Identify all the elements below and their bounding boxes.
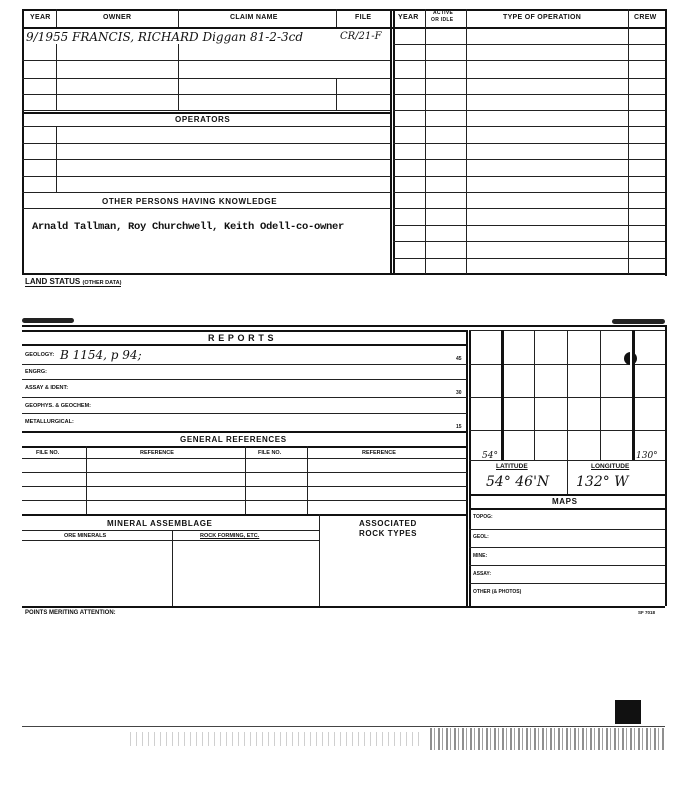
scan-noise-band-2 [130, 732, 420, 746]
header-crew: CREW [634, 14, 657, 21]
maps-topog: TOPOG: [473, 514, 493, 520]
header-claim-name: CLAIM NAME [230, 14, 278, 21]
reports-title: R E P O R T S [208, 333, 275, 343]
points-meriting-attention: POINTS MERITING ATTENTION: [25, 610, 116, 616]
land-status-label: LAND STATUS (OTHER DATA) [25, 277, 122, 286]
scan-noise-band [430, 728, 665, 750]
header-or-idle: OR IDLE [431, 17, 454, 23]
scan-black-block [615, 700, 641, 724]
associated-label: ASSOCIATED [359, 519, 417, 528]
latitude-value: 54° 46'N [486, 474, 550, 490]
longitude-value: 132° W [576, 474, 629, 490]
ore-minerals-label: ORE MINERALS [64, 533, 107, 539]
maps-other: OTHER (& PHOTOS) [473, 589, 522, 595]
form-number: SF 7018 [638, 610, 656, 615]
report-label-assay: ASSAY & IDENT: [25, 385, 69, 391]
report-num-45: 45 [456, 356, 462, 362]
location-dot-stroke [630, 349, 632, 368]
grid-lat-mark: 54° [482, 451, 498, 461]
report-label-metallurgical: METALLURGICAL: [25, 419, 74, 425]
other-persons-text: Arnald Tallman, Roy Churchwell, Keith Odell-co-owner [32, 221, 345, 233]
ref-header-file-1: FILE NO. [36, 450, 60, 456]
report-label-engrg: ENGRG: [25, 369, 47, 375]
report-value-geology: B 1154, p 94; [60, 348, 142, 362]
scan-smear-left [22, 318, 74, 323]
maps-assay: ASSAY: [473, 571, 492, 577]
maps-title: MAPS [552, 497, 578, 506]
entry-file: CR/21-F [340, 31, 382, 42]
other-persons-label: OTHER PERSONS HAVING KNOWLEDGE [102, 197, 278, 206]
header-type-of-operation: TYPE OF OPERATION [503, 14, 582, 21]
header-file: FILE [355, 14, 372, 21]
rock-types-label: ROCK TYPES [359, 529, 418, 538]
entry-handwritten: 9/1955 FRANCIS, RICHARD Diggan 81-2-3cd [26, 30, 304, 44]
grid-lon-mark: 130° [636, 451, 658, 461]
rock-forming-label: ROCK FORMING, ETC. [200, 533, 260, 539]
report-label-geology: GEOLOGY: [25, 352, 55, 358]
report-label-geophys: GEOPHYS. & GEOCHEM: [25, 403, 92, 409]
operators-label: OPERATORS [175, 115, 231, 124]
report-num-15: 15 [456, 424, 462, 430]
maps-mine: MINE: [473, 553, 488, 559]
header-active: ACTIVE [433, 10, 454, 16]
header-year: YEAR [30, 14, 51, 21]
general-references-title: GENERAL REFERENCES [180, 435, 287, 444]
scan-smear-right [612, 319, 665, 324]
report-num-30: 30 [456, 390, 462, 396]
header-owner: OWNER [103, 14, 132, 21]
ref-header-file-2: FILE NO. [258, 450, 282, 456]
ref-header-reference-2: REFERENCE [362, 450, 396, 456]
ref-header-reference-1: REFERENCE [140, 450, 174, 456]
longitude-label: LONGITUDE [591, 463, 630, 470]
latitude-label: LATITUDE [496, 463, 528, 470]
mineral-assemblage-title: MINERAL ASSEMBLAGE [107, 519, 213, 528]
maps-geol: GEOL: [473, 534, 489, 540]
header-year-2: YEAR [398, 14, 419, 21]
